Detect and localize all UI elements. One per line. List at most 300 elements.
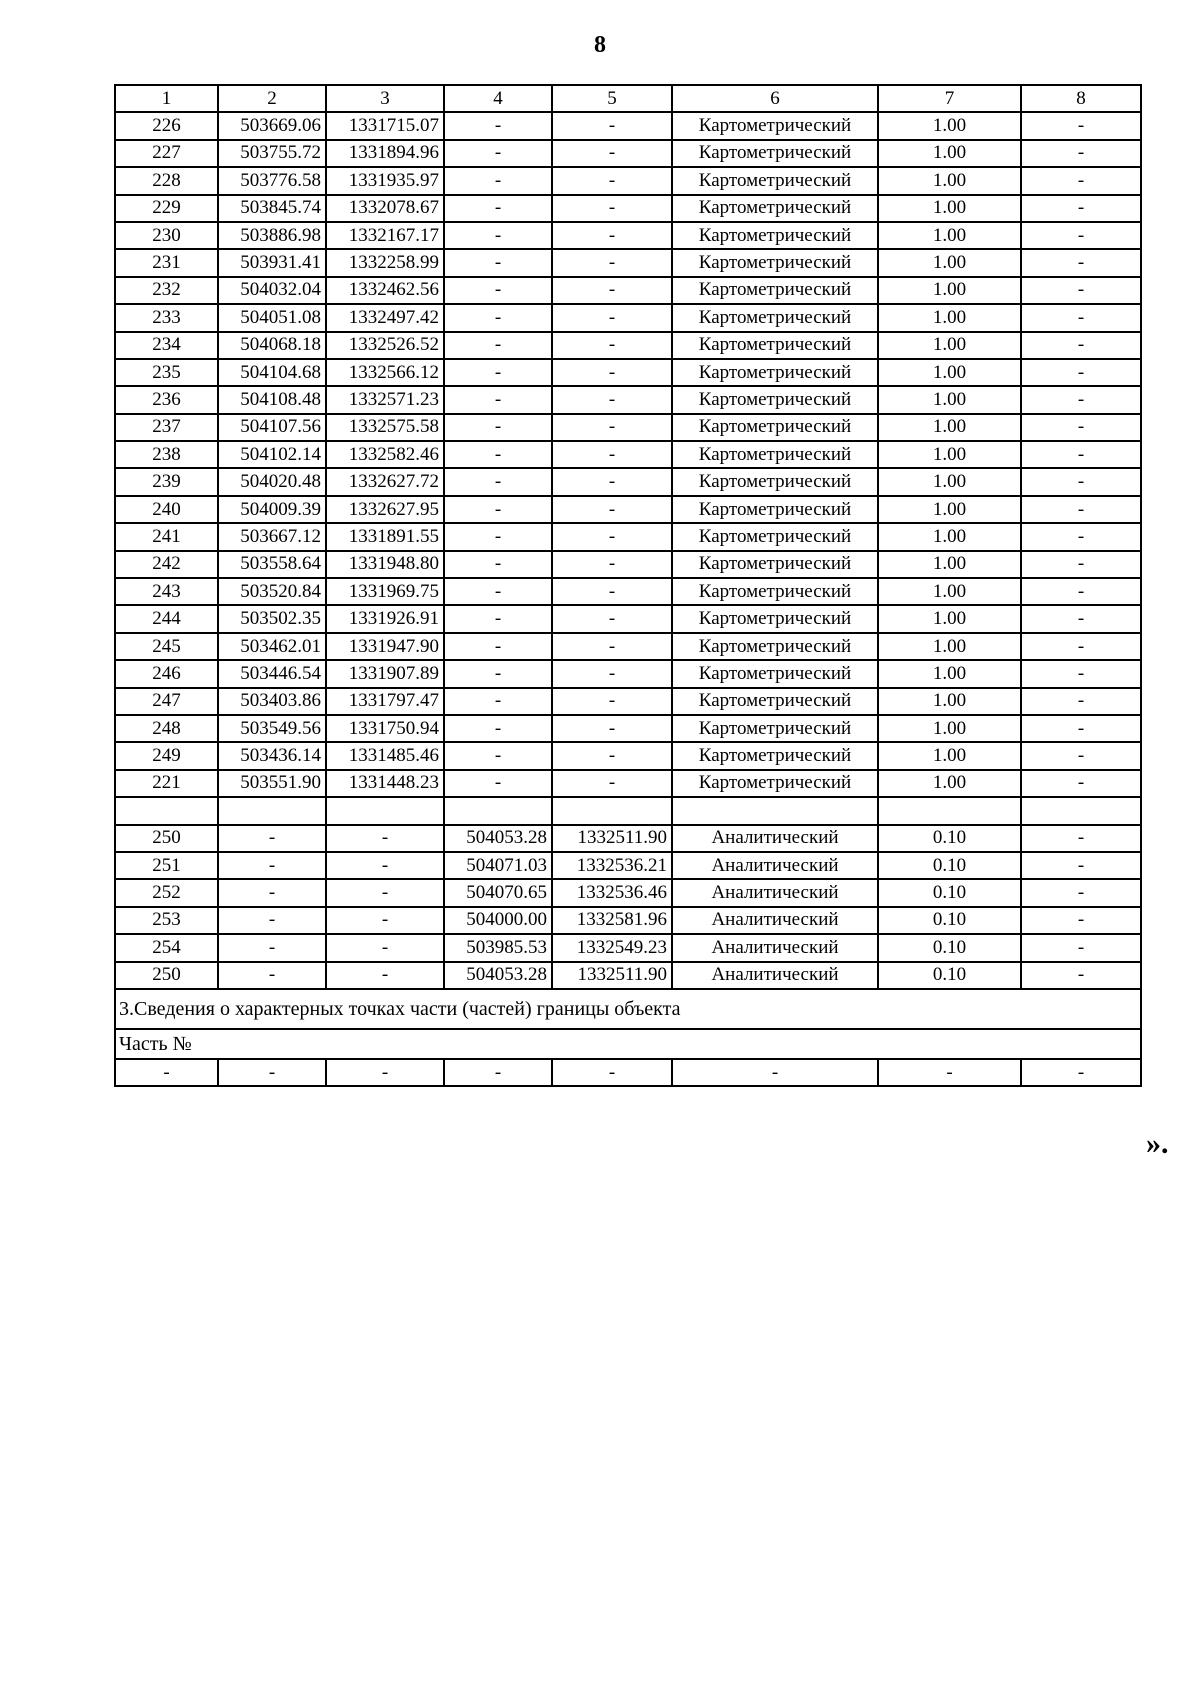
table-cell: 250 <box>115 962 218 989</box>
table-cell: 1.00 <box>878 195 1021 222</box>
table-cell: 6 <box>672 85 878 112</box>
table-cell: Картометрический <box>672 496 878 523</box>
table-cell: 249 <box>115 742 218 769</box>
table-cell: 242 <box>115 551 218 578</box>
table-cell: Картометрический <box>672 386 878 413</box>
table-cell: Картометрический <box>672 605 878 632</box>
table-cell: 236 <box>115 386 218 413</box>
table-cell: 4 <box>444 85 552 112</box>
table-cell: 1.00 <box>878 551 1021 578</box>
table-cell <box>878 797 1021 824</box>
table-cell: - <box>1021 770 1141 797</box>
table-cell: - <box>1021 578 1141 605</box>
table-row <box>115 112 1141 139</box>
table-cell: - <box>444 715 552 742</box>
table-cell: Картометрический <box>672 633 878 660</box>
table-cell: 0.10 <box>878 907 1021 934</box>
table-cell: - <box>1021 112 1141 139</box>
table-cell: 1332566.12 <box>326 359 444 386</box>
table-cell: 1332536.21 <box>552 852 672 879</box>
table-cell: 503667.12 <box>218 523 326 550</box>
table-cell: - <box>115 1059 218 1086</box>
table-cell <box>218 797 326 824</box>
table-cell: 7 <box>878 85 1021 112</box>
table-cell: Картометрический <box>672 304 878 331</box>
table-cell: 1332511.90 <box>552 825 672 852</box>
table-cell: 1.00 <box>878 496 1021 523</box>
table-cell: 504068.18 <box>218 332 326 359</box>
table-cell: 1331750.94 <box>326 715 444 742</box>
table-cell: 1.00 <box>878 633 1021 660</box>
table-cell: - <box>1021 277 1141 304</box>
coordinates-table <box>114 84 1142 1087</box>
table-cell: 2 <box>218 85 326 112</box>
table-cell: - <box>1021 551 1141 578</box>
table-cell: 1332627.95 <box>326 496 444 523</box>
table-cell: - <box>1021 496 1141 523</box>
table-cell: - <box>1021 468 1141 495</box>
table-cell: Аналитический <box>672 934 878 961</box>
table-cell: Картометрический <box>672 551 878 578</box>
table-cell <box>552 797 672 824</box>
table-cell: - <box>444 551 552 578</box>
table-cell: 238 <box>115 441 218 468</box>
section-title-row <box>115 989 1141 1029</box>
table-cell: 1.00 <box>878 715 1021 742</box>
table-row <box>115 578 1141 605</box>
table-cell: - <box>326 825 444 852</box>
table-cell: - <box>552 112 672 139</box>
table-cell: 1332167.17 <box>326 222 444 249</box>
table-cell: - <box>218 1059 326 1086</box>
table-cell: - <box>552 304 672 331</box>
table-row <box>115 688 1141 715</box>
table-cell: - <box>1021 633 1141 660</box>
table-cell: - <box>444 688 552 715</box>
table-cell: 1332581.96 <box>552 907 672 934</box>
closing-quote: ». <box>1146 1127 1169 1160</box>
table-cell: - <box>552 195 672 222</box>
table-cell: - <box>552 167 672 194</box>
table-cell: 503776.58 <box>218 167 326 194</box>
table-cell: - <box>218 852 326 879</box>
table-cell: - <box>444 386 552 413</box>
part-label-row <box>115 1029 1141 1059</box>
table-cell: 503845.74 <box>218 195 326 222</box>
table-cell: - <box>1021 140 1141 167</box>
table-row <box>115 140 1141 167</box>
table-cell: - <box>444 496 552 523</box>
table-cell: - <box>552 742 672 769</box>
table-cell: 503931.41 <box>218 249 326 276</box>
table-cell: - <box>444 770 552 797</box>
table-cell: 503436.14 <box>218 742 326 769</box>
table-cell: Картометрический <box>672 249 878 276</box>
table-cell: - <box>326 879 444 906</box>
table-cell: 1331935.97 <box>326 167 444 194</box>
table-row <box>115 332 1141 359</box>
table-cell: 251 <box>115 852 218 879</box>
table-cell: - <box>444 359 552 386</box>
table-cell: 1.00 <box>878 112 1021 139</box>
table-cell: 504009.39 <box>218 496 326 523</box>
table-cell: 254 <box>115 934 218 961</box>
table-cell: - <box>444 605 552 632</box>
table-cell: Картометрический <box>672 578 878 605</box>
table-cell: - <box>444 222 552 249</box>
table-row <box>115 167 1141 194</box>
table-row <box>115 523 1141 550</box>
table-cell: Картометрический <box>672 441 878 468</box>
table-cell: 1331969.75 <box>326 578 444 605</box>
table-cell: - <box>552 605 672 632</box>
table-cell: Картометрический <box>672 468 878 495</box>
table-cell: 227 <box>115 140 218 167</box>
table-cell: Аналитический <box>672 879 878 906</box>
table-row <box>115 195 1141 222</box>
table-cell: 504032.04 <box>218 277 326 304</box>
table-cell: 252 <box>115 879 218 906</box>
table-cell: 1.00 <box>878 304 1021 331</box>
table-cell: 1.00 <box>878 140 1021 167</box>
table-cell <box>444 797 552 824</box>
table-cell: 245 <box>115 633 218 660</box>
table-cell: 1.00 <box>878 359 1021 386</box>
table-cell: Картометрический <box>672 140 878 167</box>
table-cell: 1331797.47 <box>326 688 444 715</box>
table-cell: 503502.35 <box>218 605 326 632</box>
table-cell: 1332571.23 <box>326 386 444 413</box>
table-cell: - <box>444 523 552 550</box>
table-row <box>115 304 1141 331</box>
table-cell: 1.00 <box>878 742 1021 769</box>
table-cell: 503462.01 <box>218 633 326 660</box>
table-cell: - <box>1021 222 1141 249</box>
table-cell: - <box>552 249 672 276</box>
table-cell: - <box>444 332 552 359</box>
table-cell: 231 <box>115 249 218 276</box>
table-cell: 504000.00 <box>444 907 552 934</box>
table-cell: 1331448.23 <box>326 770 444 797</box>
table-cell: 503886.98 <box>218 222 326 249</box>
table-cell: - <box>1021 195 1141 222</box>
table-row <box>115 825 1141 852</box>
table-cell: 1332511.90 <box>552 962 672 989</box>
table-cell: - <box>1021 359 1141 386</box>
table-row <box>115 551 1141 578</box>
table-cell: Картометрический <box>672 112 878 139</box>
table-row <box>115 386 1141 413</box>
table-cell <box>672 797 878 824</box>
table-cell: 504020.48 <box>218 468 326 495</box>
table-cell: 1332582.46 <box>326 441 444 468</box>
table-cell: - <box>218 934 326 961</box>
table-cell: 221 <box>115 770 218 797</box>
table-row <box>115 742 1141 769</box>
table-cell: 1.00 <box>878 578 1021 605</box>
table-cell: 504071.03 <box>444 852 552 879</box>
table-cell: 243 <box>115 578 218 605</box>
table-cell: 0.10 <box>878 825 1021 852</box>
table-cell <box>115 797 218 824</box>
table-cell: 1.00 <box>878 605 1021 632</box>
table-cell: - <box>444 304 552 331</box>
table-header-row <box>115 85 1141 112</box>
table-cell: 503551.90 <box>218 770 326 797</box>
table-cell: 1 <box>115 85 218 112</box>
table-cell: - <box>1021 852 1141 879</box>
table-cell: 1331715.07 <box>326 112 444 139</box>
table-cell: - <box>218 825 326 852</box>
table-cell: 1.00 <box>878 222 1021 249</box>
table-cell: 248 <box>115 715 218 742</box>
table-cell: - <box>1021 742 1141 769</box>
table-cell: - <box>326 934 444 961</box>
table-cell: 1.00 <box>878 688 1021 715</box>
table-cell: - <box>444 277 552 304</box>
table-cell: 503755.72 <box>218 140 326 167</box>
table-cell: - <box>672 1059 878 1086</box>
table-cell: - <box>552 715 672 742</box>
table-cell: Картометрический <box>672 660 878 687</box>
table-cell <box>326 797 444 824</box>
table-cell: Аналитический <box>672 825 878 852</box>
table-cell: 0.10 <box>878 934 1021 961</box>
table-cell: - <box>218 907 326 934</box>
table-cell: - <box>552 277 672 304</box>
table-cell: 1332497.42 <box>326 304 444 331</box>
table-cell: - <box>444 633 552 660</box>
table-cell: 1.00 <box>878 386 1021 413</box>
table-cell: - <box>1021 660 1141 687</box>
table-row <box>115 660 1141 687</box>
table-cell: - <box>218 962 326 989</box>
table-cell: 239 <box>115 468 218 495</box>
table-cell: 237 <box>115 414 218 441</box>
table-cell: - <box>552 140 672 167</box>
table-cell: Картометрический <box>672 222 878 249</box>
table-cell: - <box>1021 414 1141 441</box>
table-cell: 1.00 <box>878 414 1021 441</box>
table-cell: - <box>1021 962 1141 989</box>
table-row <box>115 441 1141 468</box>
table-cell: 244 <box>115 605 218 632</box>
table-row <box>115 852 1141 879</box>
table-row <box>115 879 1141 906</box>
table-cell: 503403.86 <box>218 688 326 715</box>
table-cell: Картометрический <box>672 167 878 194</box>
table-cell: Картометрический <box>672 688 878 715</box>
table-row <box>115 359 1141 386</box>
table-cell: Картометрический <box>672 277 878 304</box>
table-cell: - <box>552 578 672 605</box>
table-row <box>115 496 1141 523</box>
table-row <box>115 770 1141 797</box>
table-cell: - <box>552 414 672 441</box>
table-cell: 504070.65 <box>444 879 552 906</box>
table-cell: - <box>444 742 552 769</box>
table-cell: - <box>1021 879 1141 906</box>
table-cell: 1.00 <box>878 167 1021 194</box>
table-cell: 1331926.91 <box>326 605 444 632</box>
table-cell: Картометрический <box>672 523 878 550</box>
table-cell: 229 <box>115 195 218 222</box>
table-cell: - <box>1021 386 1141 413</box>
table-cell: - <box>444 140 552 167</box>
table-cell: - <box>444 167 552 194</box>
table-cell: 253 <box>115 907 218 934</box>
table-row <box>115 468 1141 495</box>
table-cell: - <box>326 907 444 934</box>
table-cell: 240 <box>115 496 218 523</box>
table-cell: - <box>1021 304 1141 331</box>
table-cell: - <box>552 441 672 468</box>
table-cell: 235 <box>115 359 218 386</box>
table-cell: 5 <box>552 85 672 112</box>
table-cell: - <box>552 688 672 715</box>
table-cell: - <box>218 879 326 906</box>
table-cell: - <box>552 222 672 249</box>
table-cell: 503558.64 <box>218 551 326 578</box>
table-cell: - <box>326 962 444 989</box>
table-cell: 1.00 <box>878 441 1021 468</box>
table-row <box>115 414 1141 441</box>
table-cell: 503549.56 <box>218 715 326 742</box>
table-cell: - <box>552 332 672 359</box>
table-cell: - <box>444 660 552 687</box>
table-cell: - <box>444 578 552 605</box>
table-cell: Картометрический <box>672 359 878 386</box>
table-cell: 1331948.80 <box>326 551 444 578</box>
table-cell: 226 <box>115 112 218 139</box>
table-cell: Картометрический <box>672 715 878 742</box>
table-cell: - <box>444 249 552 276</box>
table-cell: - <box>552 496 672 523</box>
table-cell: 0.10 <box>878 962 1021 989</box>
table-cell: 0.10 <box>878 852 1021 879</box>
table-cell: Картометрический <box>672 332 878 359</box>
table-cell: - <box>1021 1059 1141 1086</box>
table-cell: - <box>444 468 552 495</box>
table-cell: - <box>1021 715 1141 742</box>
table-cell: - <box>444 414 552 441</box>
table-cell: 1332258.99 <box>326 249 444 276</box>
table-row <box>115 797 1141 824</box>
table-cell: 1331907.89 <box>326 660 444 687</box>
table-cell: 241 <box>115 523 218 550</box>
table-cell: 1331485.46 <box>326 742 444 769</box>
table-cell: 1.00 <box>878 277 1021 304</box>
table-cell: - <box>552 551 672 578</box>
table-cell: - <box>552 523 672 550</box>
table-cell: 503446.54 <box>218 660 326 687</box>
table-cell: 1332526.52 <box>326 332 444 359</box>
table-cell: - <box>552 359 672 386</box>
table-cell: Аналитический <box>672 907 878 934</box>
table-cell: - <box>1021 605 1141 632</box>
table-cell: - <box>552 386 672 413</box>
table-cell: 1.00 <box>878 249 1021 276</box>
table-cell: - <box>1021 825 1141 852</box>
table-cell: - <box>552 1059 672 1086</box>
table-cell: - <box>1021 332 1141 359</box>
table-cell: - <box>552 468 672 495</box>
table-cell: - <box>444 195 552 222</box>
table-cell: Картометрический <box>672 195 878 222</box>
table-cell: - <box>444 441 552 468</box>
table-cell: 232 <box>115 277 218 304</box>
table-row <box>115 715 1141 742</box>
table-cell: 1.00 <box>878 523 1021 550</box>
table-cell: 233 <box>115 304 218 331</box>
table-cell: - <box>1021 907 1141 934</box>
table-cell: 246 <box>115 660 218 687</box>
table-cell: - <box>1021 688 1141 715</box>
table-cell: Картометрический <box>672 770 878 797</box>
table-row <box>115 249 1141 276</box>
table-cell: - <box>552 633 672 660</box>
table-cell: 504104.68 <box>218 359 326 386</box>
table-cell: Аналитический <box>672 852 878 879</box>
table-cell: - <box>444 112 552 139</box>
table-cell: 1331891.55 <box>326 523 444 550</box>
table-cell: 504053.28 <box>444 962 552 989</box>
table-cell: Картометрический <box>672 742 878 769</box>
page-number: 8 <box>594 32 606 58</box>
table-cell: 1331947.90 <box>326 633 444 660</box>
table-row <box>115 907 1141 934</box>
table-cell: 0.10 <box>878 879 1021 906</box>
table-cell: - <box>326 852 444 879</box>
table-cell: 230 <box>115 222 218 249</box>
table-cell <box>1021 797 1141 824</box>
part-values-row <box>115 1059 1141 1086</box>
table-cell: 504053.28 <box>444 825 552 852</box>
table-row <box>115 605 1141 632</box>
table-cell: 1332078.67 <box>326 195 444 222</box>
table-cell: - <box>1021 167 1141 194</box>
table-cell: 234 <box>115 332 218 359</box>
table-cell: 1.00 <box>878 770 1021 797</box>
table-cell: - <box>1021 523 1141 550</box>
table-cell: 1332575.58 <box>326 414 444 441</box>
table-cell: 1332549.23 <box>552 934 672 961</box>
table-row <box>115 277 1141 304</box>
table-row <box>115 633 1141 660</box>
part-label: Часть № <box>115 1029 1141 1059</box>
table-cell: - <box>552 660 672 687</box>
table-cell: 250 <box>115 825 218 852</box>
table-cell: 503520.84 <box>218 578 326 605</box>
table-cell: 1.00 <box>878 660 1021 687</box>
table-row <box>115 222 1141 249</box>
table-cell: 1332462.56 <box>326 277 444 304</box>
table-row <box>115 934 1141 961</box>
table-cell: 1332627.72 <box>326 468 444 495</box>
table-cell: 1332536.46 <box>552 879 672 906</box>
table-row <box>115 962 1141 989</box>
table-cell: 504108.48 <box>218 386 326 413</box>
table-cell: 3 <box>326 85 444 112</box>
table-cell: - <box>444 1059 552 1086</box>
table-cell: - <box>1021 441 1141 468</box>
table-cell: - <box>1021 934 1141 961</box>
table-cell: Аналитический <box>672 962 878 989</box>
table-cell: 8 <box>1021 85 1141 112</box>
table-cell: - <box>552 770 672 797</box>
table-cell: 503985.53 <box>444 934 552 961</box>
table-cell: 504107.56 <box>218 414 326 441</box>
